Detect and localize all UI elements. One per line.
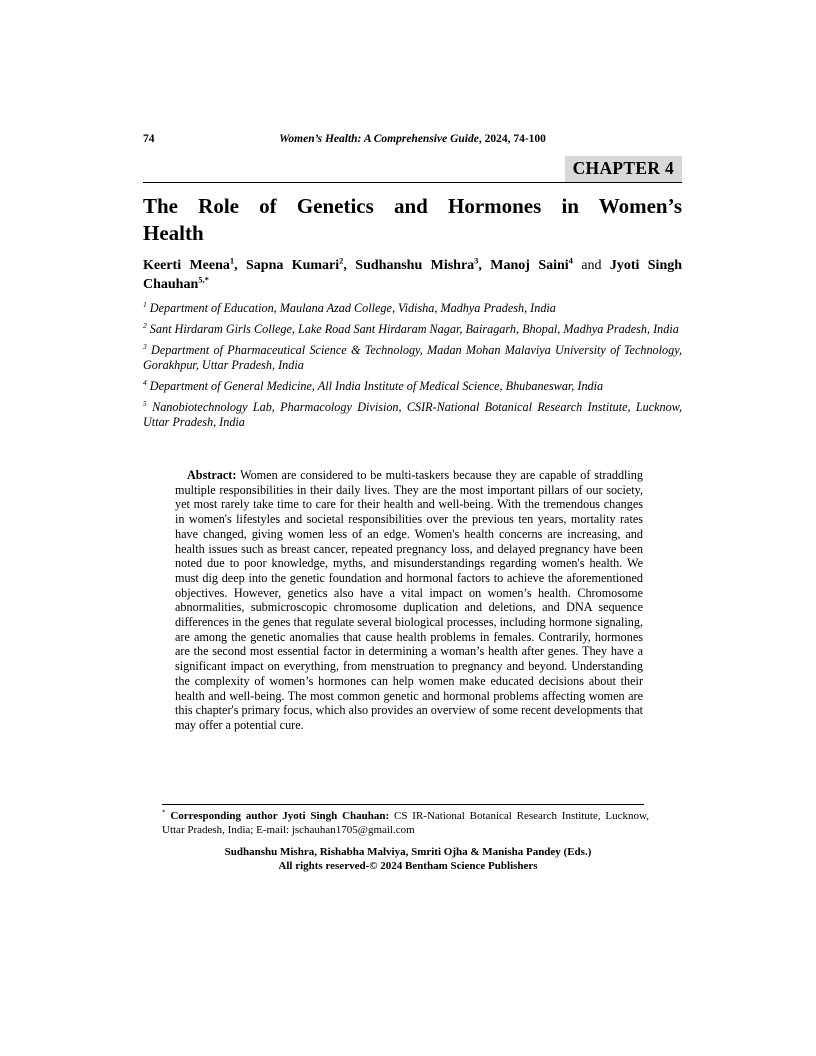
affiliation: $^1$ Department of Education, Maulana Azad College, Vidisha, Madhya Pradesh, India bbox=[143, 299, 556, 315]
book-title: Women’s Health: A Comprehensive Guide bbox=[279, 133, 479, 145]
author-name: Keerti Meena bbox=[143, 258, 230, 273]
book-meta: , 2024, 74-100 bbox=[478, 133, 546, 145]
affiliations-list bbox=[143, 301, 682, 436]
author-name: Jyoti Singh Chauhan bbox=[143, 258, 683, 292]
author-superscript: 3 bbox=[474, 255, 479, 266]
affiliation-superscript: 3 bbox=[143, 341, 147, 351]
abstract bbox=[175, 468, 643, 733]
affiliation: $^3$ Department of Pharmaceutical Science & Technology, Madan Mohan Malaviya University of Technology, Gorakhpur, Uttar Pradesh, India bbox=[143, 341, 682, 372]
footnote-marker: * bbox=[162, 808, 166, 817]
author-superscript: 5,* bbox=[198, 273, 209, 284]
affiliation: $^2$ Sant Hirdaram Girls College, Lake Road Sant Hirdaram Nagar, Bairagarh, Bhopal, Madhya Pradesh, India bbox=[143, 320, 679, 336]
abstract-text: Women are considered to be multi-taskers because they are capable of straddling multiple responsibilities in their daily lives. They are the most important pillars of our society, yet most rarely take time to care for their health and well-being. With the tremendous changes in women's lifestyles and societal responsibilities over the previous ten years, mortality rates have changed, giving women less of an edge. Women's health concerns are increasing, and health issues such as breast cancer, repeated pregnancy loss, and delayed pregnancy have been noted due to poor knowledge, myths, and misunderstandings regarding women's health. We must dig deep into the genetic foundation and hormonal factors to achieve the aforementioned objectives. However, genetics also have a vital impact on women’s health. Chromosome abnormalities, submicroscopic chromosome duplication and deletions, and DNA sequence differences in the genes that regulate several biological processes, including hormone signaling, are among the genetic anomalies that cause health problems in females. Contrarily, hormones are the second most essential factor in determining a woman’s health after genes. They have a significant impact on everything, from menstruation to pregnancy and beyond. Understanding the complexity of women’s hormones can help women make educated decisions about their health and well-being. The most common genetic and hormonal problems affecting women are this chapter's primary focus, which also provides an overview of some recent developments that may offer a potential cure. bbox=[175, 468, 643, 732]
footnote-rule bbox=[162, 804, 644, 805]
editors-line: Sudhanshu Mishra, Rishabha Malviya, Smriti Ojha & Manisha Pandey (Eds.) bbox=[224, 846, 592, 858]
author-superscript: 1 bbox=[229, 255, 235, 266]
chapter-label: CHAPTER 4 bbox=[565, 156, 682, 182]
footnote-bold-text: Corresponding author Jyoti Singh Chauhan: bbox=[170, 810, 390, 822]
affiliation-superscript: 1 bbox=[143, 299, 147, 309]
affiliation-superscript: 5 bbox=[143, 398, 147, 408]
running-head bbox=[143, 133, 682, 149]
page-number: 74 bbox=[143, 133, 155, 145]
header-rule bbox=[143, 182, 682, 183]
author-superscript: 2 bbox=[339, 255, 344, 266]
running-title bbox=[143, 133, 682, 145]
copyright-line: All rights reserved-© 2024 Bentham Science Publishers bbox=[278, 859, 538, 872]
authors-conjunction: and bbox=[572, 258, 610, 273]
footnote-text: CS IR-National Botanical Research Institute, Lucknow, Uttar Pradesh, India; E-mail: jschauhan1705@gmail.com bbox=[162, 810, 650, 836]
author-superscript: 4 bbox=[568, 255, 573, 266]
affiliation-superscript: 2 bbox=[143, 320, 147, 330]
author-name: Sapna Kumari bbox=[246, 258, 340, 273]
affiliation-superscript: 4 bbox=[143, 377, 147, 387]
author-name: Manoj Saini bbox=[490, 258, 569, 273]
author-name: Sudhanshu Mishra bbox=[355, 258, 475, 273]
authors-line: Keerti Meena$^1$, Sapna Kumari$^2$, Sudhanshu Mishra$^3$, Manoj Saini$^4$ and Jyoti Singh Chauhan$^{5,*}$ bbox=[143, 255, 683, 292]
corresponding-author-footnote bbox=[162, 809, 649, 837]
publisher-footer bbox=[0, 846, 816, 873]
chapter-title: The Role of Genetics and Hormones in Women’s Health bbox=[143, 194, 682, 245]
affiliation: $^4$ Department of General Medicine, All India Institute of Medical Science, Bhubaneswar, India bbox=[143, 377, 604, 393]
abstract-label: Abstract: bbox=[187, 468, 237, 482]
affiliation: $^5$ Nanobiotechnology Lab, Pharmacology Division, CSIR-National Botanical Research Institute, Lucknow, Uttar Pradesh, India bbox=[143, 398, 682, 429]
